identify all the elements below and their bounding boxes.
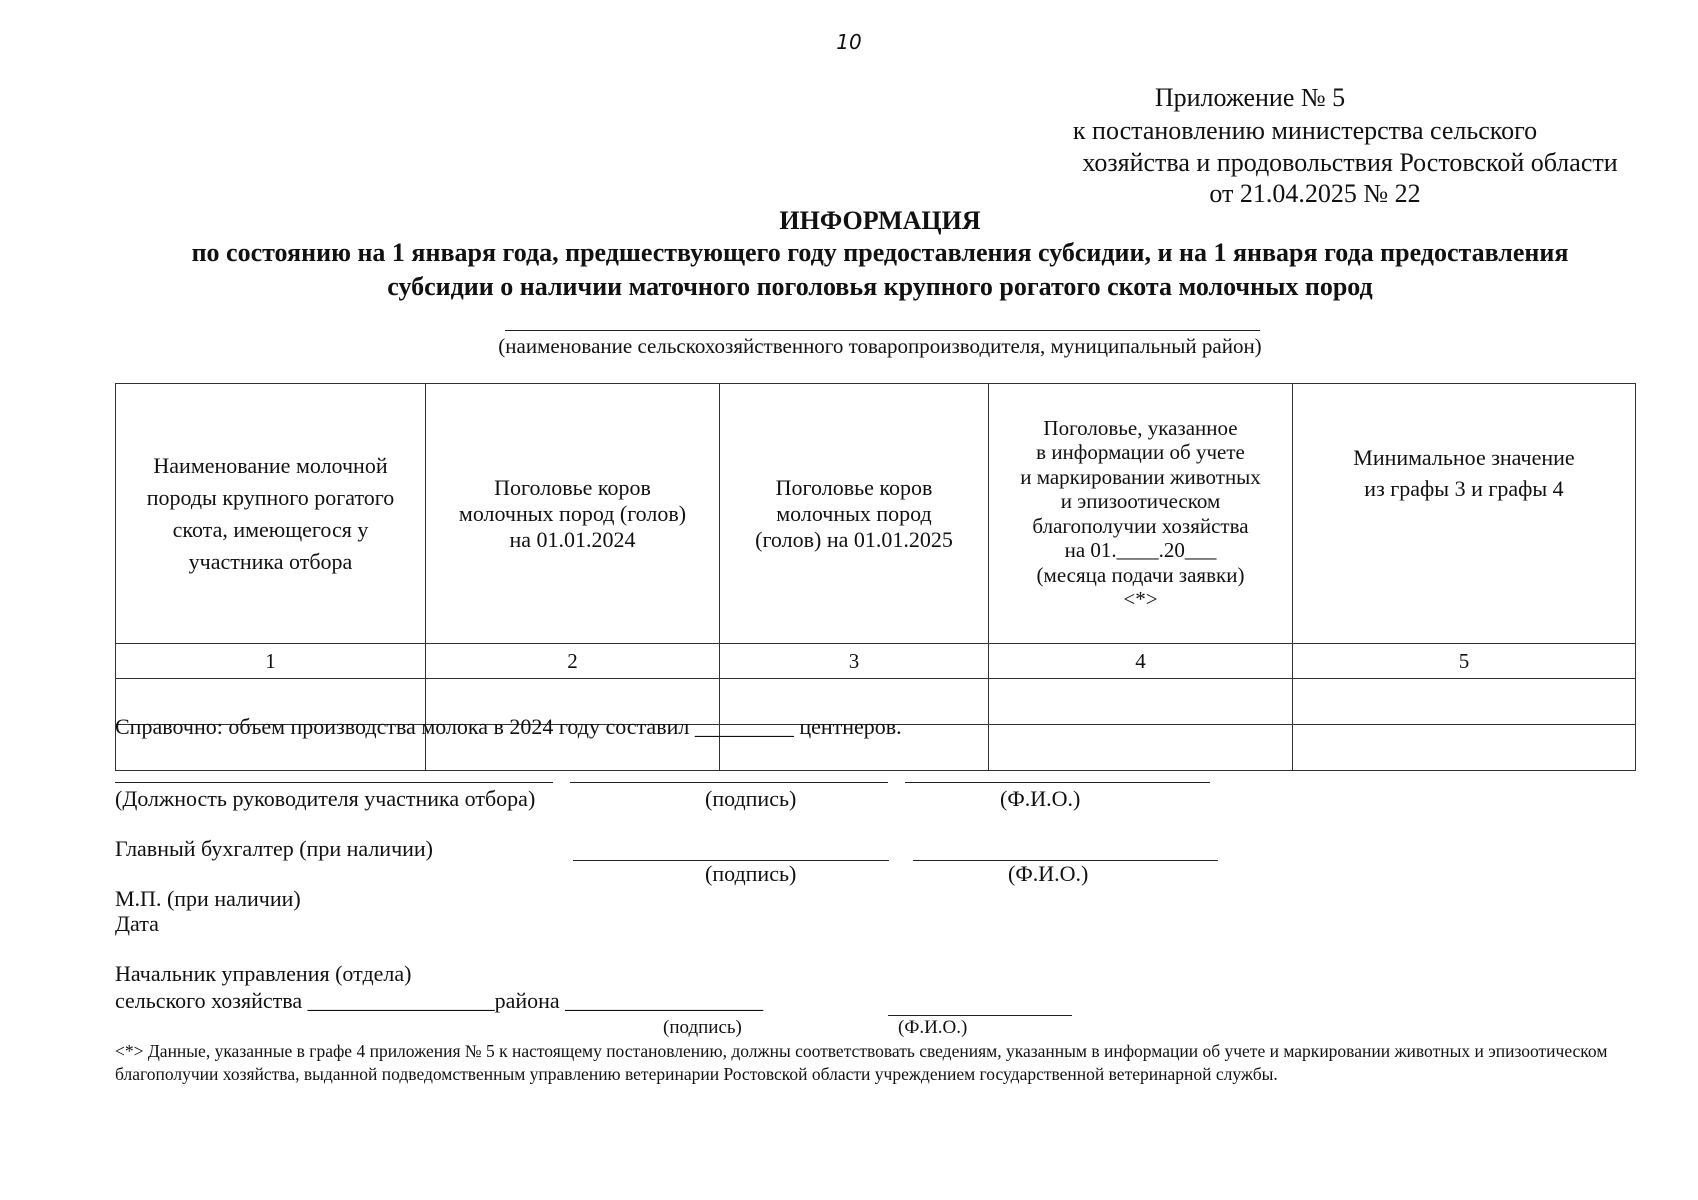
column-number: 5 xyxy=(1293,644,1636,679)
header-text: породы крупного рогатого xyxy=(146,484,395,510)
header-text: на 01.____.20___ xyxy=(1064,538,1217,562)
footnote: <*> Данные, указанные в графе 4 приложения № 5 к настоящему постановлению, должны соответствовать сведениям, указанным в информации об учете и маркировании животных и эпизоотическом благополучии хозяйства, выданной подведомственным управлению ветеринарии Ростовской области учреждением государственной ветеринарной службы. xyxy=(115,1041,1608,1084)
header-text: Поголовье коров xyxy=(494,474,651,500)
head-position-line xyxy=(115,782,553,783)
table-header-row xyxy=(116,384,1636,644)
table-cell[interactable] xyxy=(1293,679,1636,725)
header-text: в информации об учете xyxy=(1036,440,1245,464)
column-number: 2 xyxy=(426,644,720,679)
head-signature-caption: (подпись) xyxy=(705,786,797,811)
column-header-cows-2024 xyxy=(426,384,720,644)
header-text: и маркировании животных xyxy=(1020,464,1261,489)
header-text: Поголовье, указанное xyxy=(1043,415,1238,440)
column-number: 4 xyxy=(989,644,1293,679)
column-header-minimum xyxy=(1293,384,1636,644)
date-label: Дата xyxy=(115,911,159,936)
dept-fio-caption: (Ф.И.О.) xyxy=(898,1017,968,1038)
header-text: Поголовье коров xyxy=(775,474,933,500)
table-cell[interactable] xyxy=(989,679,1293,725)
appendix-line-4: от 21.04.2025 № 22 xyxy=(1209,179,1421,208)
dept-head-line-2: сельского хозяйства _________________района __________________ xyxy=(115,988,764,1013)
chief-accountant-label: Главный бухгалтер (при наличии) xyxy=(115,836,434,861)
header-text: на 01.01.2024 xyxy=(509,526,636,552)
appendix-line-3: хозяйства и продовольствия Ростовской области xyxy=(1082,148,1618,177)
seal-label: М.П. (при наличии) xyxy=(115,886,301,911)
document-title: ИНФОРМАЦИЯ xyxy=(779,206,981,235)
header-text: молочных пород (голов) xyxy=(458,500,687,526)
header-text: и эпизоотическом xyxy=(1060,489,1221,513)
header-text: Минимальное значение xyxy=(1353,445,1575,470)
accountant-signature-caption: (подпись) xyxy=(705,861,797,886)
page-number: 10 xyxy=(836,30,862,54)
dept-fio-line xyxy=(888,1015,1072,1016)
table-cell[interactable] xyxy=(1293,725,1636,771)
producer-name-line xyxy=(505,330,1260,331)
header-text: молочных пород xyxy=(776,500,932,526)
appendix-line-2: к постановлению министерства сельского xyxy=(1072,116,1538,145)
head-fio-line xyxy=(905,782,1210,783)
header-text: (месяца подачи заявки) xyxy=(1036,562,1245,587)
head-position-caption: (Должность руководителя участника отбора) xyxy=(115,786,536,811)
column-number-row xyxy=(116,644,1636,679)
column-number: 3 xyxy=(720,644,989,679)
header-text: (голов) на 01.01.2025 xyxy=(755,526,953,552)
header-text: благополучии хозяйства xyxy=(1032,513,1249,538)
appendix-line-1: Приложение № 5 xyxy=(1154,83,1346,112)
header-text: Наименование молочной xyxy=(153,452,388,478)
header-text: скота, имеющегося у xyxy=(172,516,369,542)
table-cell[interactable] xyxy=(989,725,1293,771)
column-header-breed xyxy=(116,384,426,644)
document-subtitle-line-2: субсидии о наличии маточного поголовья крупного рогатого скота молочных пород xyxy=(387,272,1373,301)
accountant-fio-caption: (Ф.И.О.) xyxy=(1008,861,1089,886)
column-header-cows-2025 xyxy=(720,384,989,644)
column-number: 1 xyxy=(116,644,426,679)
head-signature-line xyxy=(570,782,888,783)
milk-production-reference: Справочно: объем производства молока в 2024 году составил _________ центнеров. xyxy=(115,714,902,739)
head-fio-caption: (Ф.И.О.) xyxy=(1000,786,1081,811)
header-text: участника отбора xyxy=(188,548,353,574)
header-text: из графы 3 и графы 4 xyxy=(1364,476,1564,501)
dept-signature-caption: (подпись) xyxy=(663,1017,742,1038)
document-subtitle-line-1: по состоянию на 1 января года, предшествующего году предоставления субсидии, и на 1 января года предоставления xyxy=(191,238,1569,267)
column-header-registered-herd xyxy=(989,384,1293,644)
dept-head-line-1: Начальник управления (отдела) xyxy=(115,961,412,986)
producer-name-caption: (наименование сельскохозяйственного товаропроизводителя, муниципальный район) xyxy=(498,334,1262,358)
livestock-table xyxy=(115,383,1636,771)
header-text: <*> xyxy=(1123,587,1158,611)
